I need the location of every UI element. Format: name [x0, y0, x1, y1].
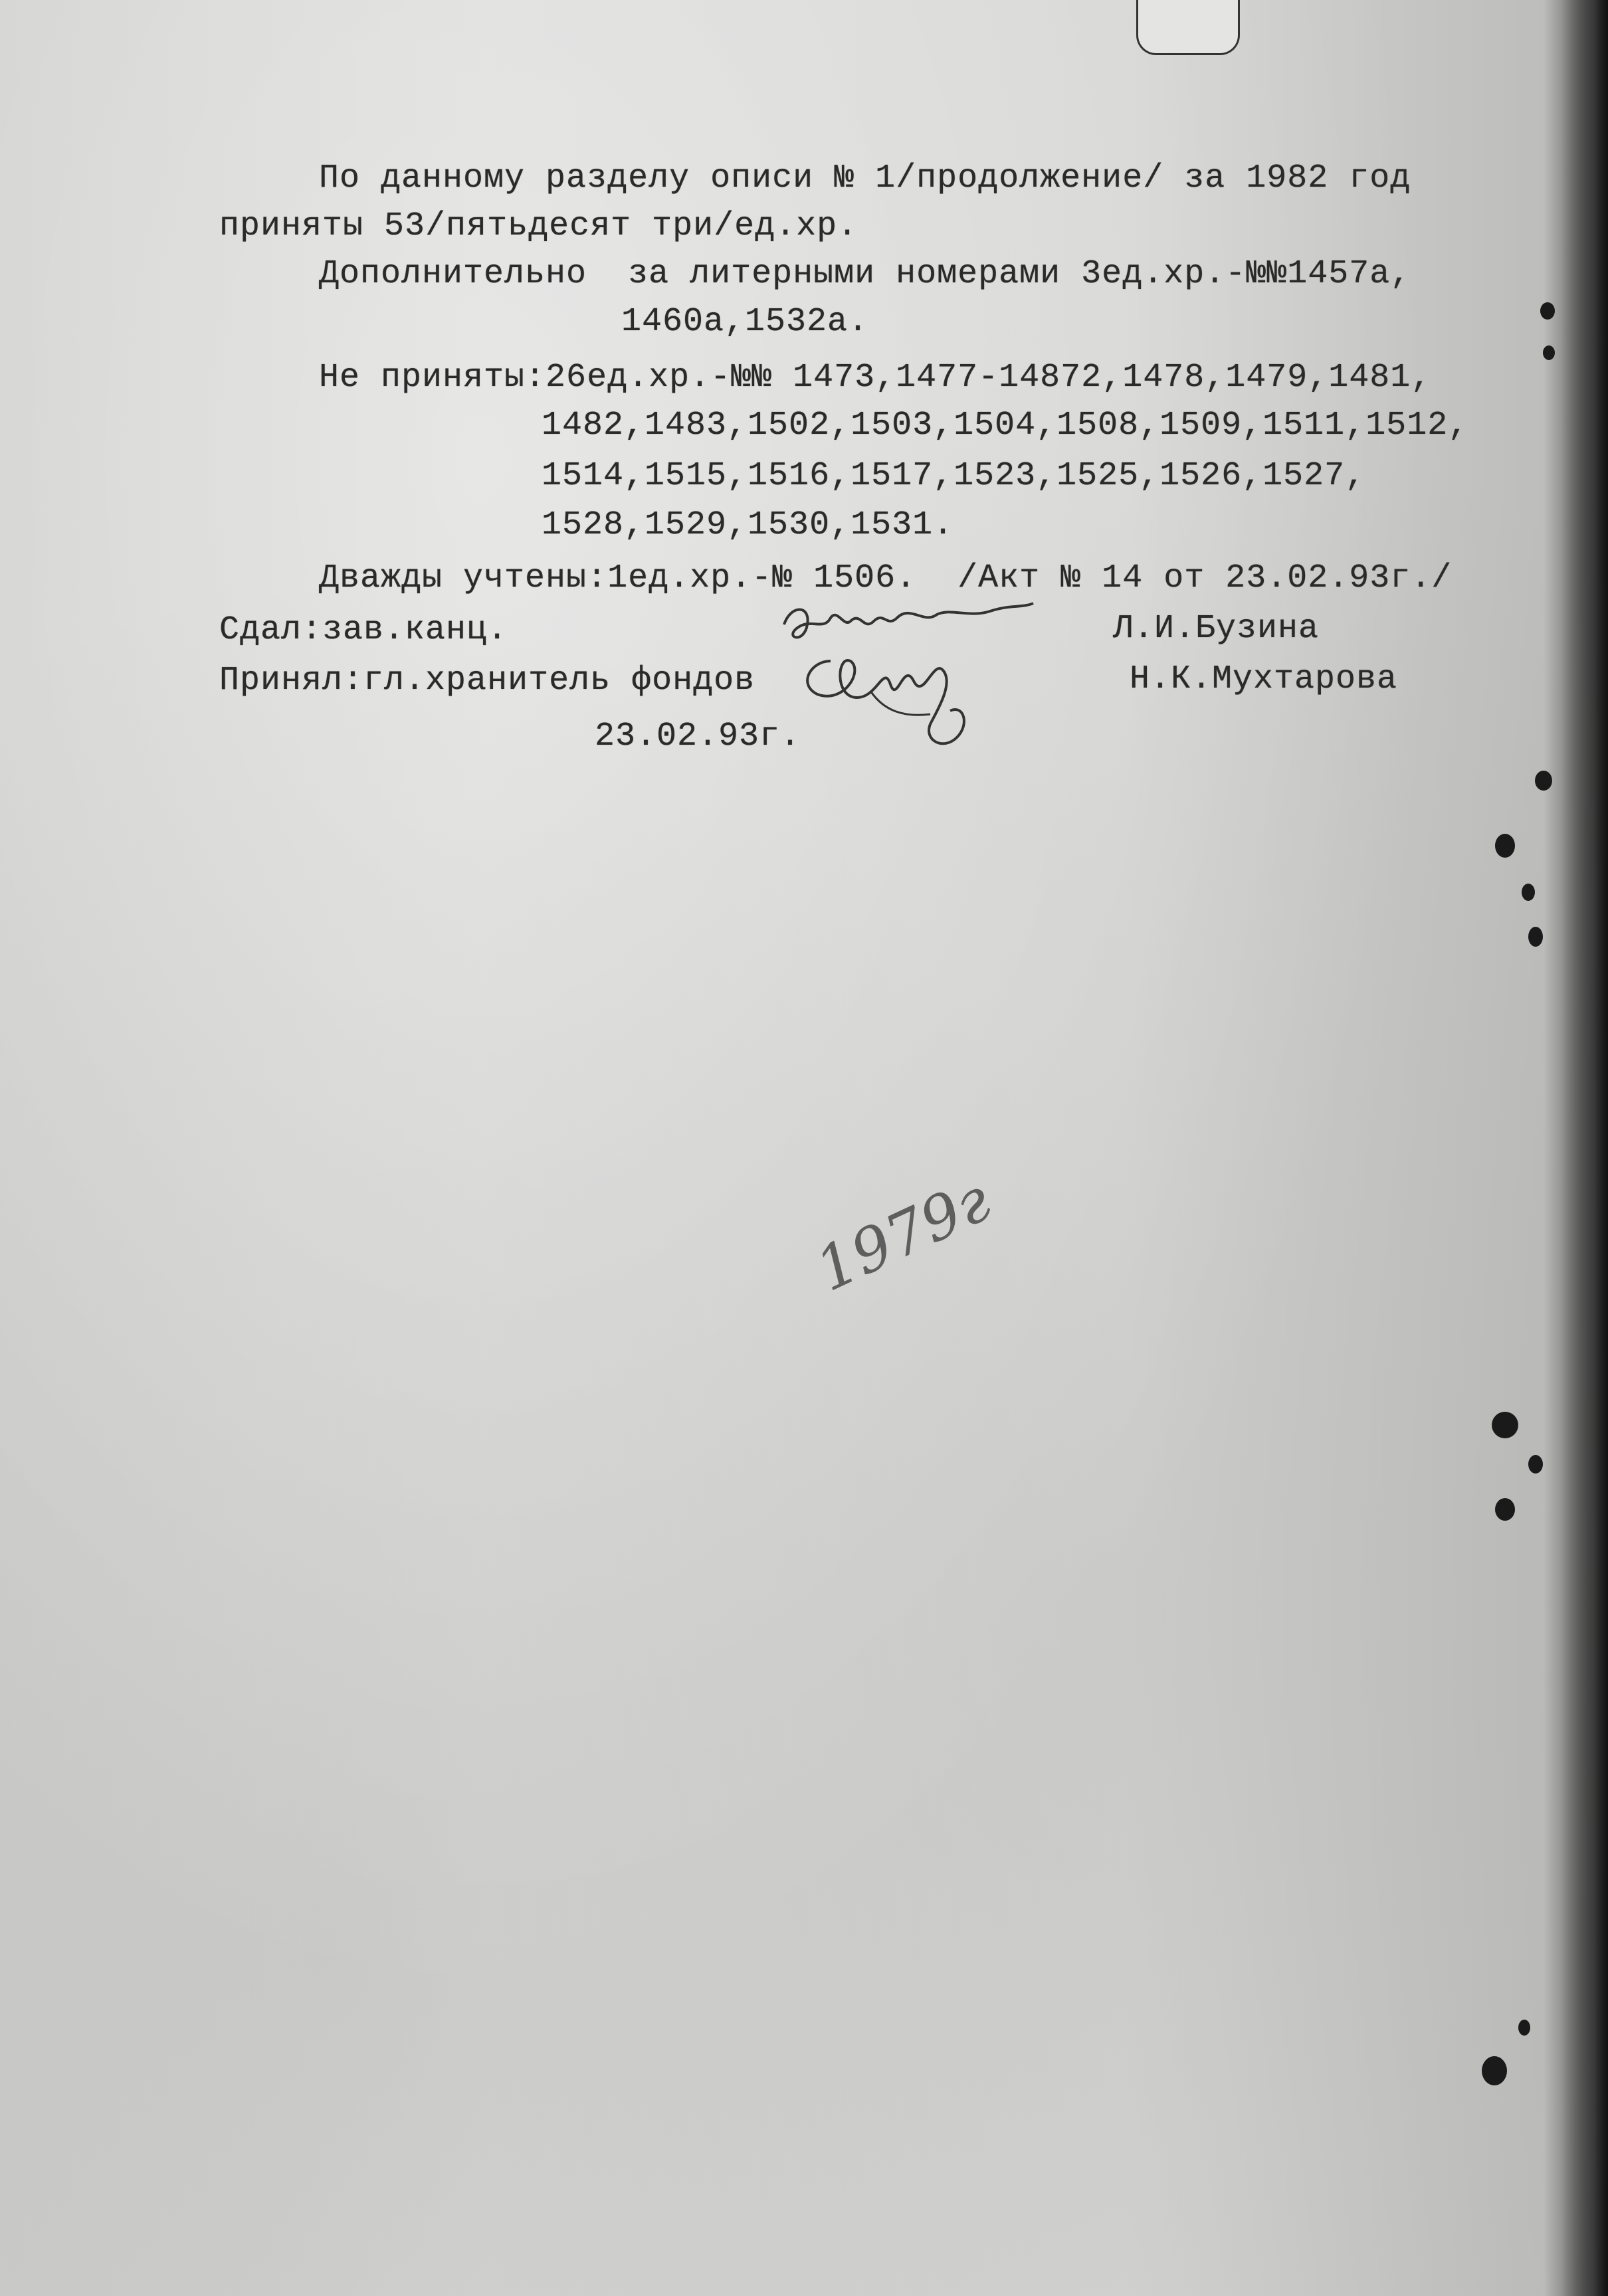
pencil-year-note — [797, 1143, 1037, 1315]
pencil-note-text: 1979г — [805, 1165, 1001, 1305]
edge-hole — [1492, 1412, 1518, 1438]
handed-over-label: Сдал:зав.канц. — [219, 611, 508, 649]
edge-hole — [1482, 2056, 1507, 2085]
edge-hole — [1528, 927, 1543, 947]
text-line-5: Не приняты:26ед.хр.-№№ 1473,1477-14872,1478,1479,1481, — [319, 359, 1432, 397]
text-line-8: 1528,1529,1530,1531. — [542, 506, 954, 544]
edge-hole — [1518, 2020, 1530, 2036]
edge-hole — [1543, 345, 1555, 360]
handed-over-name: Л.И.Бузина — [1113, 610, 1320, 648]
text-line-9: Дважды учтены:1ед.хр.-№ 1506. /Акт № 14 от 23.02.93г./ — [319, 559, 1453, 597]
text-line-1: По данному разделу описи № 1/продолжение/ за 1982 год — [319, 159, 1411, 197]
paper-tab — [1136, 0, 1240, 55]
text-line-2: приняты 53/пятьдесят три/ед.хр. — [219, 207, 858, 245]
edge-hole — [1522, 884, 1535, 901]
accepted-name: Н.К.Мухтарова — [1130, 660, 1398, 698]
accepted-label: Принял:гл.хранитель фондов — [219, 662, 755, 700]
text-line-3: Дополнительно за литерными номерами 3ед.хр.-№№1457а, — [319, 255, 1411, 293]
text-line-4: 1460а,1532а. — [621, 303, 869, 341]
text-line-6: 1482,1483,1502,1503,1504,1508,1509,1511,1512, — [542, 407, 1469, 444]
page-edge-shadow — [1561, 0, 1608, 2296]
handwritten-signatures — [771, 598, 1050, 764]
text-line-7: 1514,1515,1516,1517,1523,1525,1526,1527, — [542, 457, 1366, 495]
edge-hole — [1528, 1455, 1543, 1474]
edge-hole — [1495, 834, 1515, 858]
edge-hole — [1495, 1498, 1515, 1521]
document-date: 23.02.93г. — [595, 718, 801, 755]
edge-hole — [1540, 302, 1555, 320]
edge-hole — [1535, 771, 1552, 791]
